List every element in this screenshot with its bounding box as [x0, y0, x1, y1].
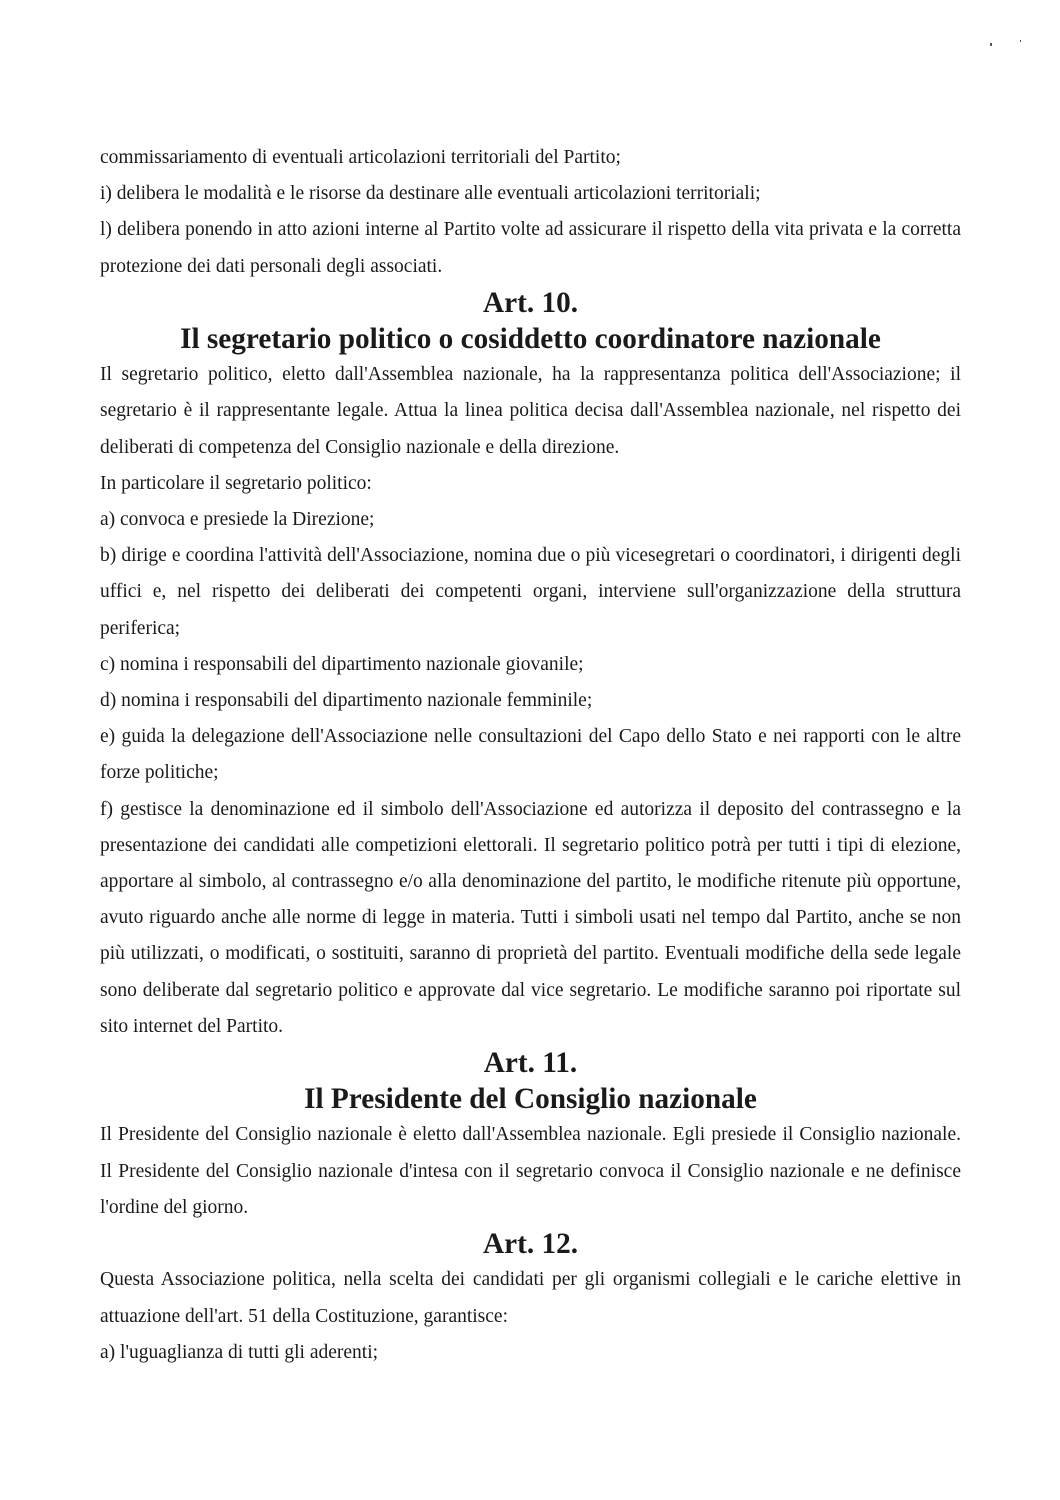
paragraph-art10-item-a: a) convoca e presiede la Direzione;: [100, 509, 375, 531]
paragraph-item-i: i) delibera le modalità e le risorse da destinare alle eventuali articolazioni territoriali;: [100, 183, 761, 205]
paragraph-commissariamento: commissariamento di eventuali articolazioni territoriali del Partito;: [100, 147, 621, 168]
article-number-11: Art. 11.: [483, 1047, 578, 1080]
article-title-10: Il segretario politico o cosiddetto coordinatore nazionale: [180, 323, 881, 356]
paragraph-art10-intro: Il segretario politico, eletto dall'Assemblea nazionale, ha la rappresentanza politica dell'Associazione; il segretario è il rappresentante legale. Attua la linea politica decisa dall'Assemblea nazionale, nel rispetto dei deliberati di competenza del Consiglio nazionale e della direzione.: [100, 364, 961, 458]
article-number-12: Art. 12.: [482, 1228, 579, 1261]
article-number-10: Art. 10.: [482, 286, 579, 319]
paragraph-art10-lead: In particolare il segretario politico:: [100, 472, 372, 494]
paragraph-item-l: l) delibera ponendo in atto azioni interne al Partito volte ad assicurare il rispetto della vita privata e la corretta protezione dei dati personali degli associati.: [100, 219, 961, 277]
paragraph-art10-item-d: d) nomina i responsabili del dipartimento nazionale femminile;: [100, 690, 593, 712]
paragraph-art10-item-b: b) dirige e coordina l'attività dell'Associazione, nomina due o più vicesegretari o coordinatori, i dirigenti degli uffici e, nel rispetto dei deliberati dei competenti organi, interviene sull'organizzazione della struttura periferica;: [100, 545, 961, 639]
paragraph-art10-item-c: c) nomina i responsabili del dipartimento nazionale giovanile;: [100, 653, 584, 675]
paragraph-art10-item-e: e) guida la delegazione dell'Associazione nelle consultazioni del Capo dello Stato e nei rapporti con le altre forze politiche;: [100, 726, 961, 784]
paragraph-art10-item-f: f) gestisce la denominazione ed il simbolo dell'Associazione ed autorizza il deposito del contrassegno e la presentazione dei candidati alle competizioni elettorali. Il segretario politico potrà per tutti i tipi di elezione, apportare al simbolo, al contrassegno e/o alla denominazione del partito, le modifiche ritenute più opportune, avuto riguardo anche alle norme di legge in materia. Tutti i simboli usati nel tempo dal Partito, anche se non più utilizzati, o modificati, o sostituiti, saranno di proprietà del partito. Eventuali modifiche della sede legale sono deliberate dal segretario politico e approvate dal vice segretario. Le modifiche saranno poi riportate sul sito internet del Partito.: [100, 798, 961, 1037]
paragraph-art12-body: Questa Associazione politica, nella scelta dei candidati per gli organismi collegiali e le cariche elettive in attuazione dell'art. 51 della Costituzione, garantisce:: [100, 1269, 961, 1327]
article-title-11: Il Presidente del Consiglio nazionale: [304, 1083, 757, 1116]
scan-marks: [990, 40, 1030, 50]
scan-dot: [990, 43, 992, 46]
scan-dot: [1020, 40, 1021, 42]
paragraph-art11-body: Il Presidente del Consiglio nazionale è eletto dall'Assemblea nazionale. Egli presiede il Consiglio nazionale. Il Presidente del Consiglio nazionale d'intesa con il segretario convoca il Consiglio nazionale e ne definisce l'ordine del giorno.: [100, 1124, 961, 1218]
document-body: [100, 140, 961, 1371]
paragraph-art12-item-a: a) l'uguaglianza di tutti gli aderenti;: [100, 1341, 379, 1363]
